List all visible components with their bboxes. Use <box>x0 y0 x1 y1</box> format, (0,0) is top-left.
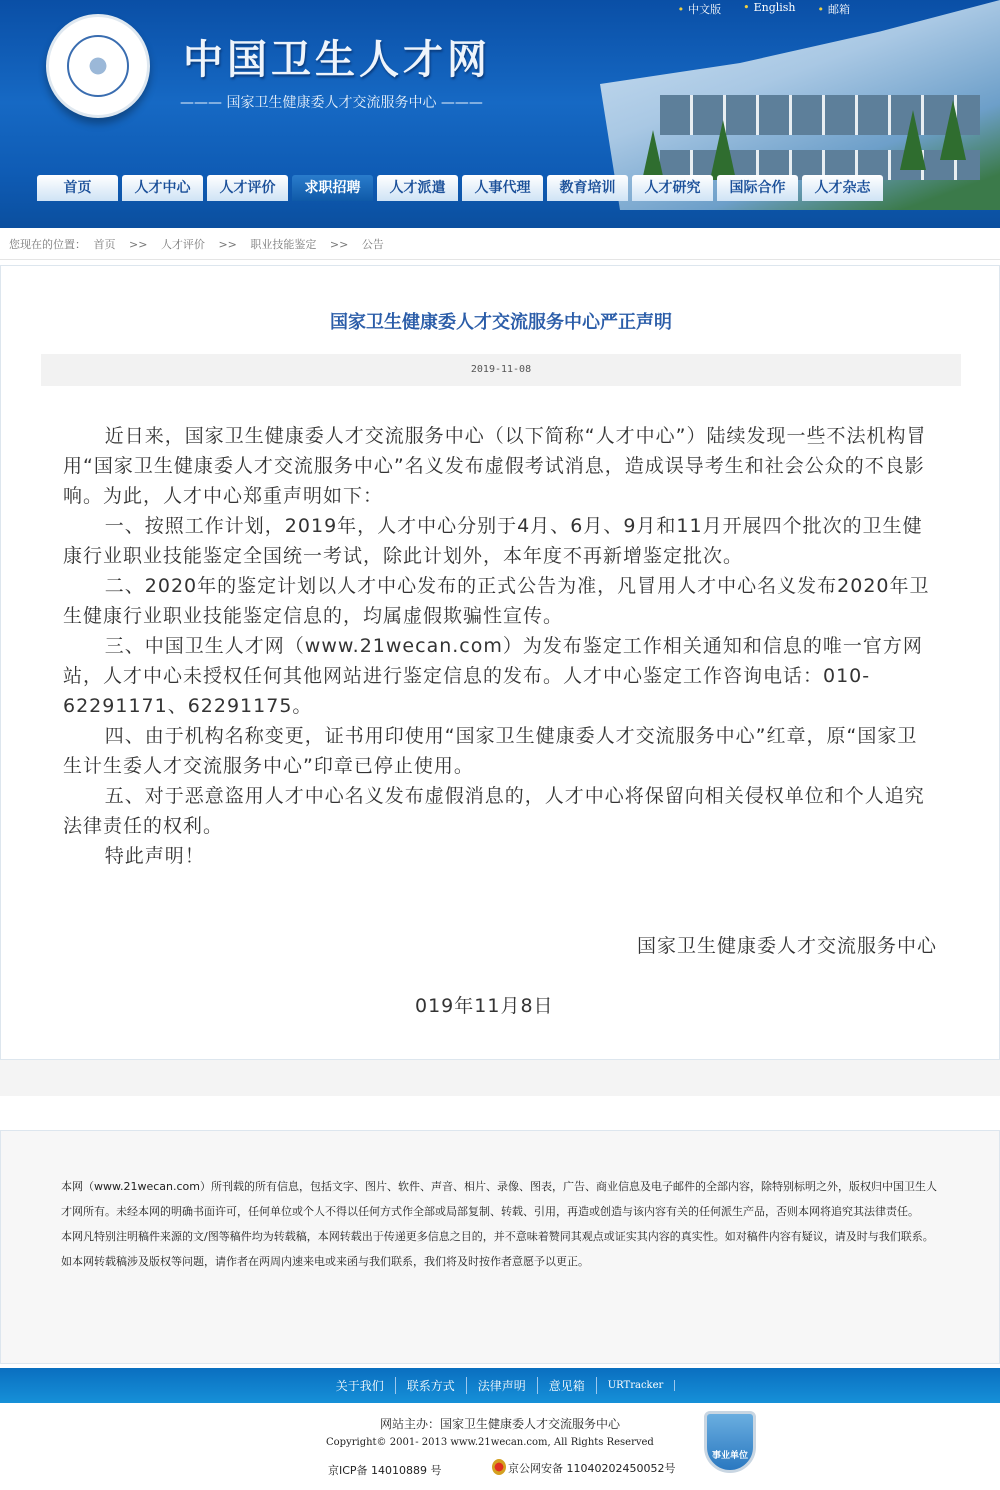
footer-police-record[interactable]: 京公网安备 11040202450052号 <box>508 1462 676 1475</box>
footer-copyright: Copyright© 2001- 2013 www.21wecan.com, All Rights Reserved <box>326 1437 654 1448</box>
article <box>0 265 1000 1060</box>
site-title: 中国卫生人才网 <box>183 37 491 83</box>
signature: 国家卫生健康委人才交流服务中心 <box>636 935 937 957</box>
link-english[interactable]: • English <box>743 1 795 17</box>
breadcrumb-label: 您现在的位置： <box>9 238 86 251</box>
divider-band <box>0 1060 1000 1096</box>
breadcrumb-separator: >> <box>218 238 237 251</box>
paragraph: 近日来，国家卫生健康委人才交流服务中心（以下简称“人才中心”）陆续发现一些不法机构冒用“国家卫生健康委人才交流服务中心”名义发布虚假考试消息，造成误导考生和社会公众的不良影响。为此，人才中心郑重声明如下： <box>63 425 927 507</box>
nav-hr-agency[interactable]: 人事代理 <box>462 175 543 201</box>
top-links <box>678 1 850 17</box>
nav-job-seeking[interactable]: 求职招聘 <box>292 175 373 201</box>
paragraph: 五、对于恶意盗用人才中心名义发布虚假消息的，人才中心将保留向相关侵权单位和个人追究法律责任的权利。 <box>63 785 925 837</box>
footer-link-about[interactable]: 关于我们 <box>325 1377 396 1394</box>
paragraph: 四、由于机构名称变更，证书用印使用“国家卫生健康委人才交流服务中心”红章，原“国家卫生计生委人才交流服务中心”印章已停止使用。 <box>63 725 918 777</box>
link-mail[interactable]: • 邮箱 <box>818 1 851 17</box>
article-date: 2019-11-08 <box>41 354 961 386</box>
breadcrumb-home[interactable]: 首页 <box>93 238 116 251</box>
signature-date: 019年11月8日 <box>415 995 554 1017</box>
article-title: 国家卫生健康委人才交流服务中心严正声明 <box>330 312 672 333</box>
breadcrumb-talent-evaluation[interactable]: 人才评价 <box>160 238 205 251</box>
site-subtitle: ——— 国家卫生健康委人才交流服务中心 ——— <box>180 95 483 111</box>
footer-host: 网站主办：国家卫生健康委人才交流服务中心 <box>380 1417 621 1431</box>
badge-label: 事业单位 <box>711 1451 748 1461</box>
breadcrumb <box>0 230 1000 260</box>
link-chinese[interactable]: • 中文版 <box>678 1 722 17</box>
footer-icp[interactable]: 京ICP备 14010889 号 <box>328 1464 442 1477</box>
nav-home[interactable]: 首页 <box>37 175 118 201</box>
nav-magazine[interactable]: 人才杂志 <box>802 175 883 201</box>
nav-talent-center[interactable]: 人才中心 <box>122 175 203 201</box>
paragraph: 二、2020年的鉴定计划以人才中心发布的正式公告为准，凡冒用人才中心名义发布2020年卫生健康行业职业技能鉴定信息的，均属虚假欺骗性宣传。 <box>63 575 930 627</box>
institution-badge[interactable] <box>704 1411 756 1473</box>
disclaimer-text: 本网凡特别注明稿件来源的文/图等稿件均为转载稿，本网转载出于传递更多信息之目的，并不意味着赞同其观点或证实其内容的真实性。如对稿件内容有疑议，请及时与我们联系。 <box>61 1230 934 1243</box>
disclaimer <box>0 1130 1000 1364</box>
breadcrumb-separator: >> <box>129 238 148 251</box>
logo[interactable] <box>46 14 150 118</box>
footer-link-contact[interactable]: 联系方式 <box>396 1377 467 1394</box>
nav-talent-evaluation[interactable]: 人才评价 <box>207 175 288 201</box>
main-nav <box>37 175 883 201</box>
footer-link-feedback[interactable]: 意见箱 <box>538 1377 597 1394</box>
nav-research[interactable]: 人才研究 <box>632 175 713 201</box>
nav-dispatch[interactable]: 人才派遣 <box>377 175 458 201</box>
paragraph: 特此声明！ <box>104 845 205 867</box>
paragraph: 三、中国卫生人才网（www.21wecan.com）为发布鉴定工作相关通知和信息的唯一官方网站，人才中心未授权任何其他网站进行鉴定信息的发布。人才中心鉴定工作咨询电话：010-62291171、62291175。 <box>63 635 923 717</box>
breadcrumb-notice[interactable]: 公告 <box>361 238 384 251</box>
disclaimer-text: 如本网转载稿涉及版权等问题，请作者在两周内速来电或来函与我们联系，我们将及时按作者意愿予以更正。 <box>61 1255 589 1268</box>
breadcrumb-separator: >> <box>329 238 349 251</box>
breadcrumb-skill-appraisal[interactable]: 职业技能鉴定 <box>250 238 317 251</box>
disclaimer-text: 本网（www.21wecan.com）所刊载的所有信息，包括文字、图片、软件、声音、相片、录像、图表，广告、商业信息及电子邮件的全部内容，除特别标明之外，版权归中国卫生人才网所有。未经本网的明确书面许可，任何单位或个人不得以任何方式作全部或局部复制、转载、引用，再造或创造与该内容有关的任何派生产品，否则本网将追究其法律责任。 <box>61 1180 937 1218</box>
article-body <box>63 421 935 871</box>
nav-training[interactable]: 教育培训 <box>547 175 628 201</box>
footer-link-legal[interactable]: 法律声明 <box>467 1377 538 1394</box>
nav-international[interactable]: 国际合作 <box>717 175 798 201</box>
police-emblem-icon <box>492 1459 506 1475</box>
header <box>0 0 1000 228</box>
paragraph: 一、按照工作计划，2019年，人才中心分别于4月、6月、9月和11月开展四个批次的卫生健康行业职业技能鉴定全国统一考试，除此计划外，本年度不再新增鉴定批次。 <box>63 515 923 567</box>
footer-links <box>0 1368 1000 1403</box>
footer-link-urtracker[interactable]: URTracker <box>597 1380 676 1391</box>
